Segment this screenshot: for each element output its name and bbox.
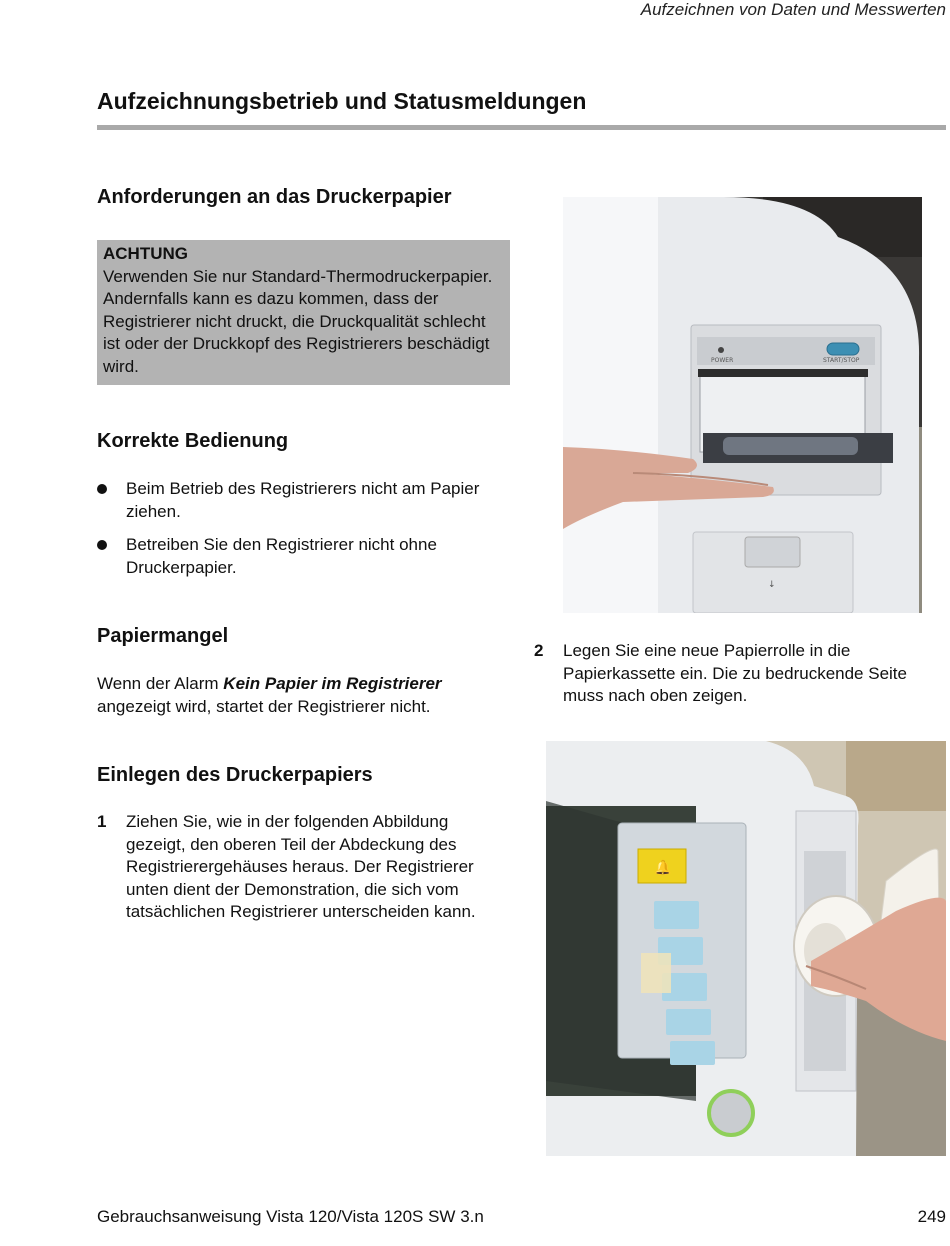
page-title: Aufzeichnungsbetrieb und Statusmeldungen [97, 88, 587, 114]
footer-manual: Gebrauchsanweisung Vista 120/Vista 120S SW 3.n [97, 1207, 484, 1226]
power-label: POWER [711, 357, 734, 364]
step-text: Ziehen Sie, wie in der folgenden Abbildung gezeigt, den oberen Teil der Abdeckung des Registrierergehäuses heraus. Der Registrierer unten dient der Demonstration, die sich vom tatsächlichen Registrierer unterscheiden kann. [126, 812, 476, 921]
heading-correct-use: Korrekte Bedienung [97, 430, 289, 452]
bell-icon: 🔔 [654, 859, 672, 875]
list-item [97, 478, 517, 523]
photo-recorder-open [563, 197, 922, 613]
paper-out-text-before: Wenn der Alarm [97, 674, 224, 693]
step-number: 2 [534, 641, 544, 660]
alarm-name: Kein Papier im Registrierer [223, 674, 442, 693]
step-2 [534, 640, 946, 708]
paper-roll-illustration [546, 741, 946, 1156]
heading-loading: Einlegen des Druckerpapiers [97, 764, 373, 786]
bullet-icon [97, 540, 107, 550]
start-stop-label: START/STOP [823, 357, 860, 364]
paper-out-paragraph [97, 673, 517, 718]
heading-paper-requirements: Anforderungen an das Druckerpapier [97, 186, 452, 208]
photo-paper-roll [546, 741, 946, 1156]
warning-title: ACHTUNG [103, 244, 188, 263]
heading-paper-out: Papiermangel [97, 625, 229, 647]
step-number: 1 [97, 812, 107, 831]
page-number: 249 [917, 1207, 946, 1226]
step-text: Legen Sie eine neue Papierrolle in die Papierkassette ein. Die zu bedruckende Seite muss nach oben zeigen. [563, 641, 907, 705]
svg-text:↓: ↓ [768, 580, 776, 590]
list-item [97, 534, 517, 579]
warning-text: Verwenden Sie nur Standard-Thermodruckerpapier. Andernfalls kann es dazu kommen, dass der Registrierer nicht druckt, die Druckqualität schlecht ist oder der Druckkopf des Registrierers beschädigt wird. [103, 266, 493, 376]
recorder-open-illustration [563, 197, 922, 613]
bullet-list [97, 478, 517, 590]
step-1 [97, 811, 512, 924]
bullet-icon [97, 484, 107, 494]
warning-box [97, 240, 510, 385]
paper-out-text-after: angezeigt wird, startet der Registrierer nicht. [97, 696, 431, 716]
bullet-text: Betreiben Sie den Registrierer nicht ohne Druckerpapier. [126, 535, 437, 577]
title-rule [97, 125, 946, 130]
running-header: Aufzeichnen von Daten und Messwerten [640, 0, 946, 19]
bullet-text: Beim Betrieb des Registrierers nicht am Papier ziehen. [126, 479, 480, 521]
